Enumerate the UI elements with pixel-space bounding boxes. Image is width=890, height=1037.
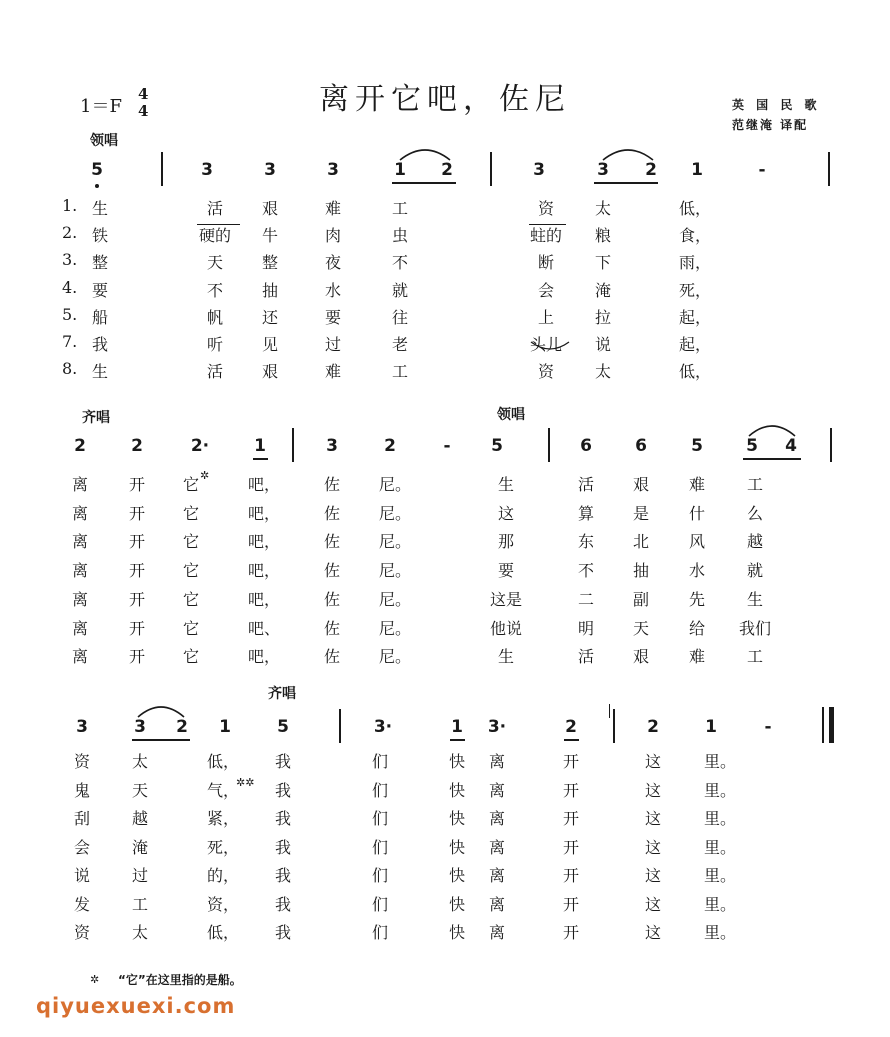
lyric-syllable: 里。 bbox=[703, 866, 737, 885]
lyric-syllable: 淹 bbox=[594, 281, 612, 300]
lyric-syllable: 往 bbox=[391, 308, 409, 327]
note: 2 bbox=[441, 160, 453, 180]
lyric-syllable: 佐 bbox=[323, 647, 341, 666]
beam-underline bbox=[564, 739, 579, 741]
lyric-syllable: 开 bbox=[562, 895, 580, 914]
lyric-syllable: 明 bbox=[577, 619, 595, 638]
note: 5 bbox=[277, 717, 289, 737]
lyric-syllable: 艰 bbox=[632, 647, 650, 666]
note: 2 bbox=[647, 717, 659, 737]
lead-label-2: 领唱 bbox=[497, 407, 525, 423]
lyric-syllable: 抽 bbox=[632, 561, 650, 580]
lyric-syllable: 会 bbox=[537, 281, 555, 300]
meter-denominator: 4 bbox=[138, 102, 149, 120]
lyric-syllable: 低， bbox=[678, 362, 712, 381]
lyric-syllable: 生 bbox=[497, 475, 515, 494]
lyric-syllable: 这 bbox=[644, 895, 662, 914]
note: 2 bbox=[74, 436, 86, 456]
footnote-marker-double: ✲✲ bbox=[236, 776, 255, 789]
verse-number: 7. bbox=[62, 332, 78, 351]
bar-line bbox=[828, 152, 830, 186]
meter-numerator: 4 bbox=[138, 85, 149, 103]
lyric-syllable: 里。 bbox=[703, 923, 737, 942]
lyric-syllable: 气， bbox=[206, 781, 240, 800]
lyric-syllable: 太 bbox=[131, 923, 149, 942]
lyric-syllable: 天 bbox=[131, 781, 149, 800]
lyric-syllable: 资 bbox=[73, 752, 91, 771]
lyric-syllable: 船 bbox=[91, 308, 109, 327]
lyric-syllable: 里。 bbox=[703, 752, 737, 771]
lyric-syllable: 低， bbox=[206, 923, 240, 942]
final-bar-thin bbox=[822, 707, 824, 743]
lyric-syllable: 工 bbox=[746, 647, 764, 666]
lyric-syllable: 开 bbox=[128, 619, 146, 638]
lyric-syllable: 吧， bbox=[247, 532, 281, 551]
lyric-syllable: 那 bbox=[497, 532, 515, 551]
lyric-syllable: 起， bbox=[678, 335, 712, 354]
lyric-syllable: 难 bbox=[688, 475, 706, 494]
lyric-syllable: 佐 bbox=[323, 590, 341, 609]
lyric-syllable: 雨， bbox=[678, 253, 712, 272]
lyric-syllable: 水 bbox=[324, 281, 342, 300]
note: 5 bbox=[91, 160, 103, 180]
note: 5 bbox=[691, 436, 703, 456]
lyric-syllable: 尼。 bbox=[378, 475, 412, 494]
lyric-syllable: 离 bbox=[488, 809, 506, 828]
lyric-syllable: 离 bbox=[71, 475, 89, 494]
note: 5 bbox=[491, 436, 503, 456]
note: 2 bbox=[176, 717, 188, 737]
lyric-syllable: 夜 bbox=[324, 253, 342, 272]
lyric-syllable: 佐 bbox=[323, 561, 341, 580]
lyric-syllable: 它 bbox=[182, 504, 200, 523]
lyric-syllable: 开 bbox=[128, 590, 146, 609]
lyric-syllable: 尼。 bbox=[378, 619, 412, 638]
song-title: 离开它吧，佐尼 bbox=[319, 82, 571, 117]
lyric-syllable: 离 bbox=[71, 561, 89, 580]
lyric-syllable: 水 bbox=[688, 561, 706, 580]
lyric-syllable: 它 bbox=[182, 590, 200, 609]
lyric-syllable: 硬的 bbox=[198, 226, 232, 245]
lyric-syllable: 它 bbox=[182, 475, 200, 494]
lyric-syllable: 北 bbox=[632, 532, 650, 551]
lyric-syllable: 这 bbox=[644, 752, 662, 771]
lyric-syllable: 们 bbox=[371, 923, 389, 942]
lyric-syllable: 二 bbox=[577, 590, 595, 609]
origin-credit: 英 国 民 歌 bbox=[732, 98, 821, 112]
lyric-syllable: 开 bbox=[562, 809, 580, 828]
lyric-syllable: 快 bbox=[448, 809, 466, 828]
lyric-syllable: 佐 bbox=[323, 619, 341, 638]
lyric-underline bbox=[197, 224, 240, 225]
lyric-syllable: 铁 bbox=[91, 226, 109, 245]
lyric-syllable: 难 bbox=[324, 362, 342, 381]
lyric-syllable: 太 bbox=[131, 752, 149, 771]
note: 6 bbox=[580, 436, 592, 456]
lower-octave-dot bbox=[95, 184, 99, 188]
lyric-syllable: 东 bbox=[577, 532, 595, 551]
lyric-syllable: 开 bbox=[562, 781, 580, 800]
lyric-syllable: 难 bbox=[324, 199, 342, 218]
lyric-syllable: 整 bbox=[261, 253, 279, 272]
lyric-syllable: 开 bbox=[562, 866, 580, 885]
verse-number: 8. bbox=[62, 359, 78, 378]
lyric-syllable: 蛀的 bbox=[529, 226, 563, 245]
lyric-underline bbox=[529, 224, 566, 225]
verse-number: 4. bbox=[62, 278, 78, 297]
lyric-syllable: 我 bbox=[91, 335, 109, 354]
lyric-syllable: 要 bbox=[324, 308, 342, 327]
lyric-syllable: 老 bbox=[391, 335, 409, 354]
lyric-syllable: 刮 bbox=[73, 809, 91, 828]
lyric-syllable: 见 bbox=[261, 335, 279, 354]
lyric-syllable: 它 bbox=[182, 619, 200, 638]
lyric-syllable: 开 bbox=[128, 504, 146, 523]
lyric-syllable: 吧， bbox=[247, 561, 281, 580]
lyric-syllable: 吧， bbox=[247, 504, 281, 523]
lyric-syllable: 艰 bbox=[261, 199, 279, 218]
lyric-syllable: 太 bbox=[594, 199, 612, 218]
lyric-syllable: 离 bbox=[488, 752, 506, 771]
final-bar-thick bbox=[829, 707, 834, 743]
lyric-syllable: 吧、 bbox=[247, 619, 281, 638]
lead-label: 领唱 bbox=[90, 133, 118, 149]
lyric-syllable: 它 bbox=[182, 647, 200, 666]
lyric-syllable: 发 bbox=[73, 895, 91, 914]
lyric-syllable: 离 bbox=[488, 838, 506, 857]
lyric-syllable: 我 bbox=[274, 752, 292, 771]
lyric-syllable: 我 bbox=[274, 895, 292, 914]
lyric-syllable: 开 bbox=[128, 532, 146, 551]
lyric-syllable: 里。 bbox=[703, 895, 737, 914]
note: 1 bbox=[691, 160, 703, 180]
lyric-syllable: 我 bbox=[274, 809, 292, 828]
lyric-syllable: 快 bbox=[448, 866, 466, 885]
footnote-text: “它”在这里指的是船。 bbox=[118, 973, 242, 987]
lyric-syllable: 快 bbox=[448, 923, 466, 942]
lyric-syllable: 尼。 bbox=[378, 590, 412, 609]
lyric-syllable: 拉 bbox=[594, 308, 612, 327]
footnote-marker-2: ✲ bbox=[90, 973, 100, 986]
lyric-syllable: 是 bbox=[632, 504, 650, 523]
note: 3 bbox=[597, 160, 609, 180]
lyric-syllable: 活 bbox=[206, 199, 224, 218]
note: - bbox=[443, 436, 451, 456]
note: 2 bbox=[131, 436, 143, 456]
lyric-syllable: 天 bbox=[206, 253, 224, 272]
lyric-syllable: 不 bbox=[206, 281, 224, 300]
lyric-syllable: 离 bbox=[71, 619, 89, 638]
lyric-syllable: 们 bbox=[371, 752, 389, 771]
note: 1 bbox=[451, 717, 463, 737]
lyric-syllable: 离 bbox=[71, 532, 89, 551]
lyric-syllable: 说 bbox=[594, 335, 612, 354]
lyric-syllable: 里。 bbox=[703, 781, 737, 800]
lyric-syllable: 这 bbox=[644, 866, 662, 885]
lyric-syllable: 尼。 bbox=[378, 647, 412, 666]
bar-line bbox=[292, 428, 294, 462]
lyric-syllable: 鬼 bbox=[73, 781, 91, 800]
verse-number: 3. bbox=[62, 250, 78, 269]
bar-line bbox=[161, 152, 163, 186]
note: 1 bbox=[394, 160, 406, 180]
note: 3 bbox=[533, 160, 545, 180]
note: 2 bbox=[384, 436, 396, 456]
lyric-syllable: 开 bbox=[562, 838, 580, 857]
lyric-syllable: 帆 bbox=[206, 308, 224, 327]
note: - bbox=[758, 160, 766, 180]
lyric-syllable: 它 bbox=[182, 561, 200, 580]
lyric-syllable: 我们 bbox=[738, 619, 772, 638]
lyric-syllable: 他说 bbox=[489, 619, 523, 638]
lyric-syllable: 食， bbox=[678, 226, 712, 245]
lyric-syllable: 资， bbox=[206, 895, 240, 914]
note: 3 bbox=[134, 717, 146, 737]
lyric-syllable: 们 bbox=[371, 809, 389, 828]
beam-underline bbox=[253, 458, 268, 460]
lyric-syllable: 工 bbox=[131, 895, 149, 914]
lyric-syllable: 里。 bbox=[703, 838, 737, 857]
lyric-syllable: 粮 bbox=[594, 226, 612, 245]
lyric-syllable: 给 bbox=[688, 619, 706, 638]
lyric-syllable: 生 bbox=[91, 362, 109, 381]
lyric-syllable: 资 bbox=[537, 362, 555, 381]
lyric-syllable: 活 bbox=[206, 362, 224, 381]
lyric-syllable: 越 bbox=[131, 809, 149, 828]
lyric-slur bbox=[529, 340, 571, 354]
lyric-syllable: 尼。 bbox=[378, 561, 412, 580]
lyric-syllable: 虫 bbox=[391, 226, 409, 245]
lyric-syllable: 过 bbox=[131, 866, 149, 885]
lyric-syllable: 就 bbox=[746, 561, 764, 580]
lyric-syllable: 这 bbox=[644, 809, 662, 828]
lyric-syllable: 开 bbox=[562, 923, 580, 942]
lyric-syllable: 资 bbox=[73, 923, 91, 942]
lyric-syllable: 开 bbox=[128, 561, 146, 580]
lyric-syllable: 算 bbox=[577, 504, 595, 523]
bar-line bbox=[490, 152, 492, 186]
lyric-syllable: 不 bbox=[577, 561, 595, 580]
lyric-syllable: 艰 bbox=[632, 475, 650, 494]
verse-number: 1. bbox=[62, 196, 78, 215]
note: 3 bbox=[201, 160, 213, 180]
lyric-syllable: 紧， bbox=[206, 809, 240, 828]
lyric-syllable: 生 bbox=[746, 590, 764, 609]
lyric-syllable: 要 bbox=[91, 281, 109, 300]
note: 3 bbox=[326, 436, 338, 456]
note: 3· bbox=[373, 717, 393, 737]
lyric-syllable: 工 bbox=[746, 475, 764, 494]
lyric-syllable: 快 bbox=[448, 895, 466, 914]
lyric-syllable: 里。 bbox=[703, 809, 737, 828]
lyric-syllable: 离 bbox=[488, 781, 506, 800]
lyric-syllable: 断 bbox=[537, 253, 555, 272]
lyric-syllable: 头儿 bbox=[529, 335, 563, 354]
lyric-syllable: 离 bbox=[71, 647, 89, 666]
lyric-syllable: 淹 bbox=[131, 838, 149, 857]
slur-tie bbox=[747, 422, 797, 438]
lyric-syllable: 低， bbox=[206, 752, 240, 771]
lyric-syllable: 低， bbox=[678, 199, 712, 218]
lyric-syllable: 我 bbox=[274, 923, 292, 942]
lyric-syllable: 吧， bbox=[247, 647, 281, 666]
lyric-syllable: 过 bbox=[324, 335, 342, 354]
beam-underline bbox=[743, 458, 801, 460]
lyric-syllable: 这 bbox=[644, 781, 662, 800]
beam-underline bbox=[450, 739, 465, 741]
lyric-syllable: 整 bbox=[91, 253, 109, 272]
lyric-syllable: 肉 bbox=[324, 226, 342, 245]
lyric-syllable: 听 bbox=[206, 335, 224, 354]
lyric-syllable: 佐 bbox=[323, 532, 341, 551]
lyric-syllable: 副 bbox=[632, 590, 650, 609]
lyric-syllable: 就 bbox=[391, 281, 409, 300]
note: 3· bbox=[487, 717, 507, 737]
lyric-syllable: 离 bbox=[488, 866, 506, 885]
lyric-syllable: 开 bbox=[128, 475, 146, 494]
lyric-syllable: 它 bbox=[182, 532, 200, 551]
lyric-syllable: 起， bbox=[678, 308, 712, 327]
lyric-syllable: 死， bbox=[678, 281, 712, 300]
lyric-syllable: 这 bbox=[644, 838, 662, 857]
beam-underline bbox=[392, 182, 456, 184]
bar-line bbox=[830, 428, 832, 462]
lyric-syllable: 活 bbox=[577, 647, 595, 666]
lyric-syllable: 这是 bbox=[489, 590, 523, 609]
lyric-syllable: 离 bbox=[71, 590, 89, 609]
watermark-text: qiyuexuexi.com bbox=[36, 994, 236, 1018]
lyric-syllable: 难 bbox=[688, 647, 706, 666]
chorus-label: 齐唱 bbox=[82, 410, 110, 426]
lyric-syllable: 离 bbox=[488, 923, 506, 942]
lyric-syllable: 生 bbox=[91, 199, 109, 218]
lyric-syllable: 风 bbox=[688, 532, 706, 551]
lyric-syllable: 佐 bbox=[323, 475, 341, 494]
lyric-syllable: 我 bbox=[274, 866, 292, 885]
lyric-syllable: 开 bbox=[128, 647, 146, 666]
lyric-syllable: 吧， bbox=[247, 590, 281, 609]
lyric-syllable: 什 bbox=[688, 504, 706, 523]
lyric-syllable: 离 bbox=[488, 895, 506, 914]
translator-credit: 范继淹 译配 bbox=[732, 118, 809, 132]
lyric-syllable: 尼。 bbox=[378, 532, 412, 551]
lyric-syllable: 开 bbox=[562, 752, 580, 771]
lyric-syllable: 资 bbox=[537, 199, 555, 218]
lyric-syllable: 佐 bbox=[323, 504, 341, 523]
verse-number: 5. bbox=[62, 305, 78, 324]
lyric-syllable: 们 bbox=[371, 781, 389, 800]
lyric-syllable: 不 bbox=[391, 253, 409, 272]
slur-tie bbox=[601, 146, 655, 162]
lyric-syllable: 的， bbox=[206, 866, 240, 885]
lyric-syllable: 工 bbox=[391, 199, 409, 218]
note: 1 bbox=[705, 717, 717, 737]
lyric-syllable: 这 bbox=[644, 923, 662, 942]
note: 3 bbox=[264, 160, 276, 180]
lyric-syllable: 们 bbox=[371, 895, 389, 914]
note: 5 bbox=[746, 436, 758, 456]
note: 1 bbox=[254, 436, 266, 456]
lyric-syllable: 活 bbox=[577, 475, 595, 494]
lyric-syllable: 抽 bbox=[261, 281, 279, 300]
lyric-syllable: 还 bbox=[261, 308, 279, 327]
lyric-syllable: 太 bbox=[594, 362, 612, 381]
tick-line bbox=[609, 704, 610, 718]
note: 6 bbox=[635, 436, 647, 456]
lyric-syllable: 要 bbox=[497, 561, 515, 580]
footnote-marker: ✲ bbox=[200, 469, 210, 482]
verse-number: 2. bbox=[62, 223, 78, 242]
key-signature: 1＝F bbox=[80, 96, 122, 117]
beam-underline bbox=[594, 182, 658, 184]
lyric-syllable: 说 bbox=[73, 866, 91, 885]
slur-tie bbox=[136, 703, 186, 719]
lyric-syllable: 生 bbox=[497, 647, 515, 666]
lyric-syllable: 快 bbox=[448, 752, 466, 771]
slur-tie bbox=[398, 146, 452, 162]
lyric-syllable: 们 bbox=[371, 866, 389, 885]
lyric-syllable: 我 bbox=[274, 838, 292, 857]
note: 1 bbox=[219, 717, 231, 737]
lyric-syllable: 么 bbox=[746, 504, 764, 523]
lyric-syllable: 死， bbox=[206, 838, 240, 857]
note: - bbox=[764, 717, 772, 737]
watermark bbox=[36, 994, 235, 1018]
lyric-syllable: 快 bbox=[448, 781, 466, 800]
lyric-syllable: 越 bbox=[746, 532, 764, 551]
lyric-syllable: 天 bbox=[632, 619, 650, 638]
note: 2· bbox=[190, 436, 210, 456]
lyric-syllable: 离 bbox=[71, 504, 89, 523]
beam-underline bbox=[132, 739, 190, 741]
lyric-syllable: 艰 bbox=[261, 362, 279, 381]
lyric-syllable: 下 bbox=[594, 253, 612, 272]
bar-line bbox=[548, 428, 550, 462]
note: 3 bbox=[76, 717, 88, 737]
note: 4 bbox=[785, 436, 797, 456]
lyric-syllable: 工 bbox=[391, 362, 409, 381]
chorus-label-2: 齐唱 bbox=[268, 686, 296, 702]
lyric-syllable: 会 bbox=[73, 838, 91, 857]
bar-line bbox=[613, 709, 615, 743]
note: 2 bbox=[565, 717, 577, 737]
note: 3 bbox=[327, 160, 339, 180]
lyric-syllable: 快 bbox=[448, 838, 466, 857]
bar-line bbox=[339, 709, 341, 743]
lyric-syllable: 我 bbox=[274, 781, 292, 800]
note: 2 bbox=[645, 160, 657, 180]
lyric-syllable: 吧， bbox=[247, 475, 281, 494]
lyric-syllable: 尼。 bbox=[378, 504, 412, 523]
lyric-syllable: 牛 bbox=[261, 226, 279, 245]
lyric-syllable: 上 bbox=[537, 308, 555, 327]
lyric-syllable: 这 bbox=[497, 504, 515, 523]
lyric-syllable: 先 bbox=[688, 590, 706, 609]
time-signature bbox=[138, 86, 148, 120]
lyric-syllable: 们 bbox=[371, 838, 389, 857]
